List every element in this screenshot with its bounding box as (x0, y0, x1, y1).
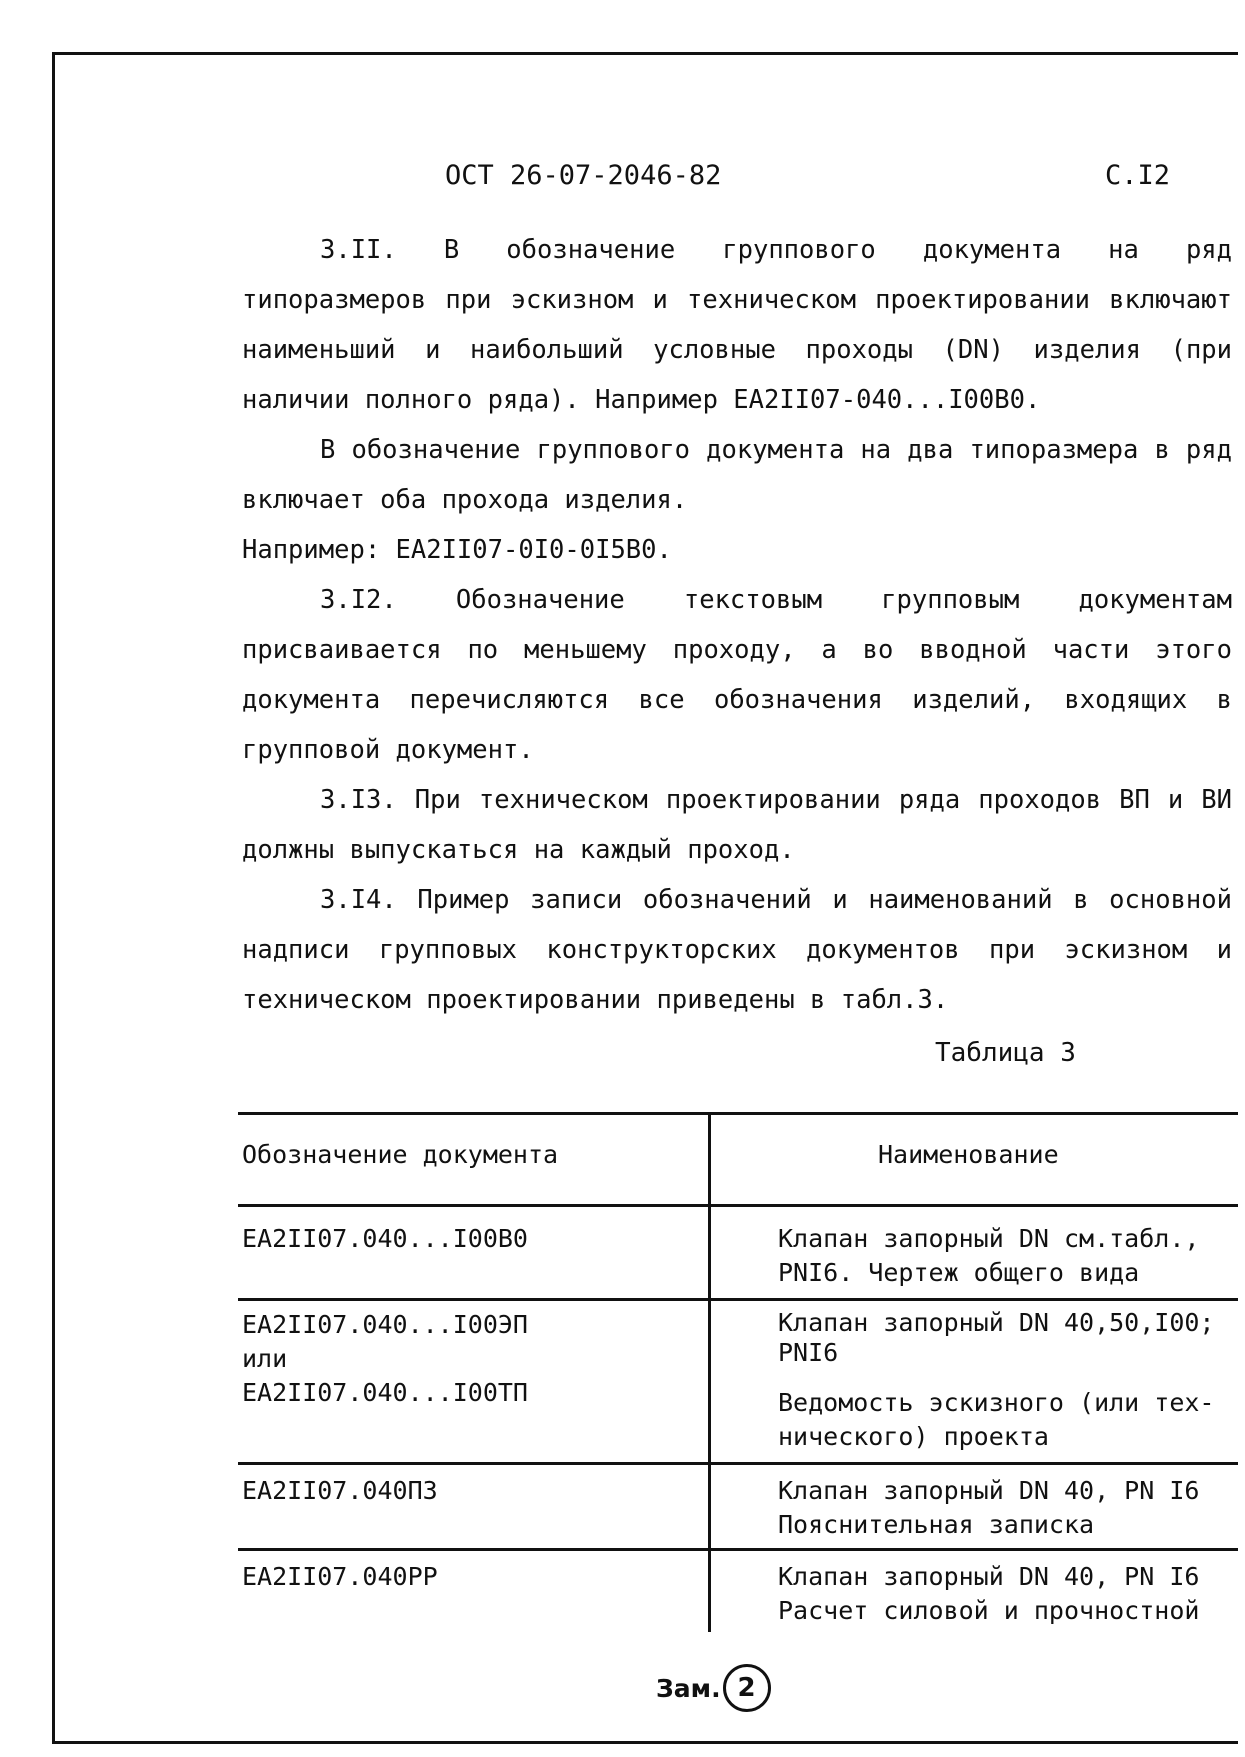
paragraph-example: Например: ЕА2II07-0I0-0I5В0. (242, 535, 672, 565)
standard-number: ОСТ 26-07-2046-82 (445, 160, 722, 191)
row-4-designation: ЕА2II07.040РР (242, 1562, 438, 1591)
paragraph-3-11: 3.II. В обозначение группового документа на ряд типоразмеров при эскизном и техническом проектировании включают наименьший и наибольший условные проходы (DN) изделия (при наличии полного ряда). Например ЕА2II07-040...I00В0. (242, 235, 1232, 415)
page-number: С.I2 (1105, 160, 1171, 191)
row-2-name: Клапан запорный DN 40,50,I00; PNI6 (778, 1308, 1215, 1367)
table-row-rule (238, 1548, 1238, 1551)
row-1-designation: ЕА2II07.040...I00В0 (242, 1224, 528, 1253)
header-name: Наименование (878, 1140, 1059, 1169)
revision-number-circle (723, 1664, 771, 1712)
row-3-name: Клапан запорный DN 40, PN I6 Пояснительная записка (778, 1476, 1200, 1539)
paragraph-3-12: 3.I2. Обозначение текстовым групповым документам присваивается по меньшему проходу, а во вводной части этого документа перечисляются все обозначения изделий, входящих в групповой документ. (242, 585, 1232, 765)
table-caption: Таблица 3 (935, 1038, 1076, 1068)
table-row-rule (238, 1462, 1238, 1465)
document-body (242, 225, 1232, 1025)
table-header-rule (238, 1204, 1238, 1207)
paragraph-two-sizes: В обозначение группового документа на два типоразмера в ряд включает оба прохода изделия. (242, 435, 1232, 515)
row-4-name: Клапан запорный DN 40, PN I6 Расчет силовой и прочностной (778, 1562, 1200, 1625)
table-row-rule (238, 1298, 1238, 1301)
revision-mark (656, 1664, 771, 1712)
revision-number: 2 (737, 1673, 756, 1703)
paragraph-3-13: 3.I3. При техническом проектировании ряда проходов ВП и ВИ должны выпускаться на каждый проход. (242, 785, 1232, 865)
row-1-name: Клапан запорный DN см.табл., PNI6. Чертеж общего вида (778, 1224, 1200, 1287)
designation-table (238, 1112, 1238, 1632)
revision-label: Зам. (656, 1673, 721, 1703)
paragraph-3-14: 3.I4. Пример записи обозначений и наименований в основной надписи групповых конструкторских документов при эскизном и техническом проектировании приведены в табл.3. (242, 885, 1232, 1015)
table-top-rule (238, 1112, 1238, 1115)
row-3-designation: ЕА2II07.040ПЗ (242, 1476, 438, 1505)
row-2-name-extra: Ведомость эскизного (или тех- нического) проекта (778, 1388, 1215, 1451)
table-column-divider (708, 1112, 711, 1632)
row-2-designation: ЕА2II07.040...I00ЭП или ЕА2II07.040...I00ТП (242, 1310, 528, 1407)
header-designation: Обозначение документа (242, 1140, 559, 1169)
